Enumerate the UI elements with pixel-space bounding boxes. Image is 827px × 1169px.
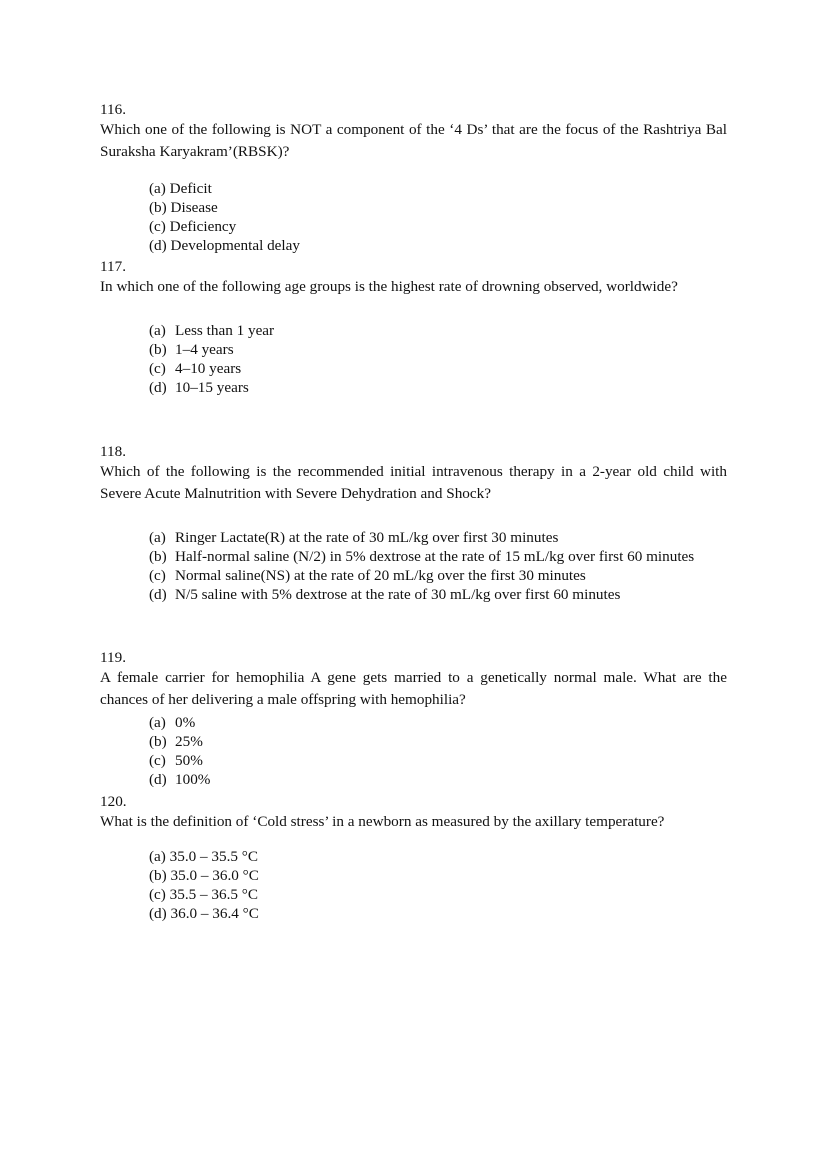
question-120 (100, 792, 727, 923)
option-text: N/5 saline with 5% dextrose at the rate of 30 mL/kg over first 60 minutes (175, 586, 621, 603)
option-list (149, 847, 727, 923)
question-119 (100, 648, 727, 789)
option-letter: (d) (149, 771, 167, 788)
question-number: 120. (100, 793, 127, 810)
option-text: 0% (175, 714, 196, 731)
option-letter: (b) (149, 867, 167, 884)
option-letter: (b) (149, 548, 167, 565)
question-number: 119. (100, 649, 127, 666)
option-text: Ringer Lactate(R) at the rate of 30 mL/kg over first 30 minutes (175, 529, 559, 546)
option-letter: (a) (149, 180, 166, 197)
question-number: 116. (100, 101, 127, 118)
option-d (149, 904, 727, 923)
option-list (149, 713, 727, 789)
option-letter: (a) (149, 322, 166, 339)
option-text: 25% (175, 733, 203, 750)
option-a (149, 528, 727, 547)
question-text: Which one of the following is NOT a component of the ‘4 Ds’ that are the focus of the Rashtriya Bal Suraksha Karyakram’(RBSK)? (100, 121, 727, 160)
option-c (149, 566, 727, 585)
option-c (149, 751, 727, 770)
option-text: 100% (175, 771, 211, 788)
option-a (149, 713, 727, 732)
option-b (149, 732, 727, 751)
option-text: 1–4 years (175, 341, 234, 358)
option-text: Developmental delay (170, 237, 300, 254)
option-letter: (a) (149, 848, 166, 865)
option-letter: (c) (149, 567, 166, 584)
question-text: A female carrier for hemophilia A gene gets married to a genetically normal male. What are the chances of her delivering a male offspring with hemophilia? (100, 669, 727, 708)
option-d (149, 378, 727, 397)
option-text: 35.5 – 36.5 °C (169, 886, 259, 903)
option-c (149, 359, 727, 378)
option-b (149, 547, 727, 566)
question-text: What is the definition of ‘Cold stress’ in a newborn as measured by the axillary temperature? (100, 813, 665, 830)
question-117 (100, 257, 727, 397)
option-text: 36.0 – 36.4 °C (170, 905, 259, 922)
option-letter: (b) (149, 341, 167, 358)
option-letter: (d) (149, 379, 167, 396)
question-text: In which one of the following age groups is the highest rate of drowning observed, worldwide? (100, 278, 678, 295)
option-text: 35.0 – 36.0 °C (170, 867, 259, 884)
option-letter: (a) (149, 529, 166, 546)
question-118 (100, 442, 727, 604)
option-letter: (d) (149, 237, 167, 254)
option-a (149, 321, 727, 340)
question-116 (100, 100, 727, 255)
option-letter: (c) (149, 886, 166, 903)
option-text: Deficit (169, 180, 212, 197)
option-text: Normal saline(NS) at the rate of 20 mL/kg over the first 30 minutes (175, 567, 586, 584)
option-list (149, 179, 727, 255)
option-list (149, 528, 727, 604)
option-list (149, 321, 727, 397)
option-letter: (a) (149, 714, 166, 731)
option-text: Less than 1 year (175, 322, 275, 339)
option-b (149, 198, 727, 217)
option-text: 4–10 years (175, 360, 242, 377)
question-number: 117. (100, 258, 127, 275)
option-b (149, 340, 727, 359)
question-text: Which of the following is the recommended initial intravenous therapy in a 2-year old child with Severe Acute Malnutrition with Severe Dehydration and Shock? (100, 463, 727, 502)
option-text: Deficiency (169, 218, 237, 235)
option-text: Half-normal saline (N/2) in 5% dextrose at the rate of 15 mL/kg over first 60 minutes (175, 548, 695, 565)
option-d (149, 236, 727, 255)
option-d (149, 770, 727, 789)
option-letter: (c) (149, 752, 166, 769)
option-c (149, 217, 727, 236)
option-letter: (d) (149, 905, 167, 922)
option-letter: (b) (149, 199, 167, 216)
option-letter: (b) (149, 733, 167, 750)
option-a (149, 847, 727, 866)
option-a (149, 179, 727, 198)
option-text: 35.0 – 35.5 °C (169, 848, 259, 865)
option-text: 10–15 years (175, 379, 249, 396)
option-text: 50% (175, 752, 203, 769)
option-letter: (d) (149, 586, 167, 603)
option-text: Disease (170, 199, 218, 216)
option-c (149, 885, 727, 904)
option-letter: (c) (149, 360, 166, 377)
option-d (149, 585, 727, 604)
question-number: 118. (100, 443, 127, 460)
option-b (149, 866, 727, 885)
option-letter: (c) (149, 218, 166, 235)
